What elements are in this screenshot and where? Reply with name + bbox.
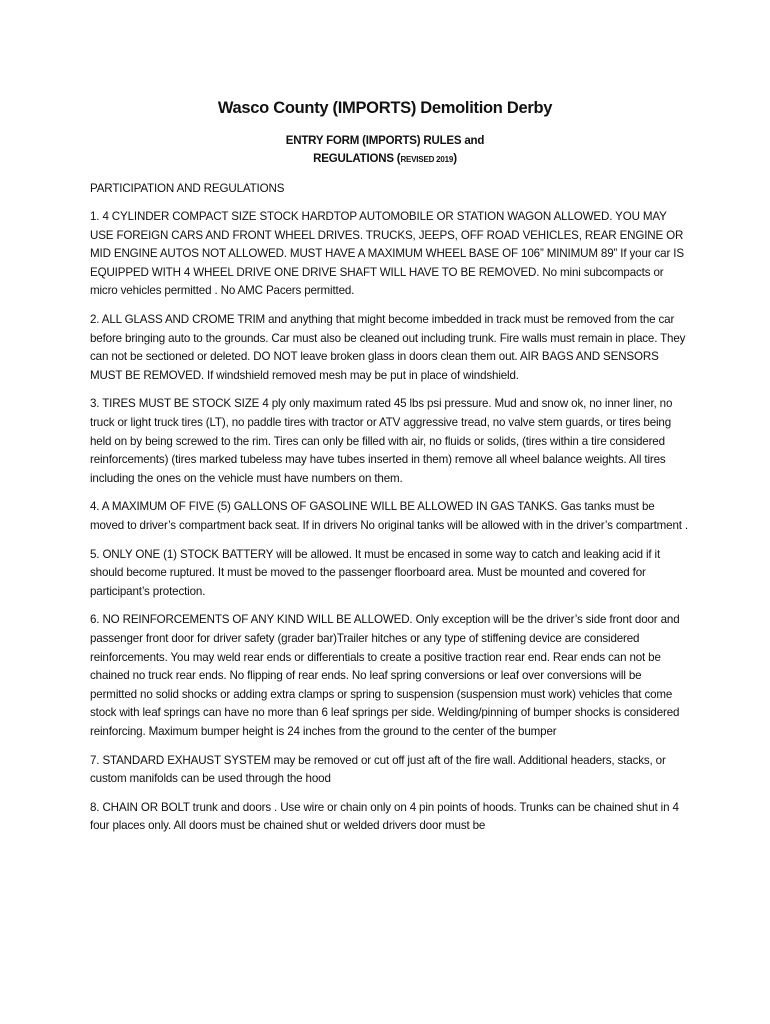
rule-paragraph-8: 8. CHAIN OR BOLT trunk and doors . Use wire or chain only on 4 pin points of hoods. Trunks can be chained shut in 4 four places only. All doors must be chained shut or welded drivers door must be xyxy=(90,800,679,833)
rule-paragraph-2: 2. ALL GLASS AND CROME TRIM and anything that might become imbedded in track must be removed from the car before bringing auto to the grounds. Car must also be cleaned out including trunk. Fire walls must remain in place. They can not be sectioned or deleted. DO NOT leave broken glass in doors clean them out. AIR BAGS AND SENSORS MUST BE REMOVED. If windshield removed mesh may be put in place of windshield. xyxy=(90,313,686,382)
revision-note: REVISED 2019 xyxy=(400,155,454,164)
rule-paragraph-6: 6. NO REINFORCEMENTS OF ANY KIND WILL BE ALLOWED. Only exception will be the driver’s side front door and passenger front door for driver safety (grader bar)Trailer hitches or any type of stiffening device are considered reinforcements. You may weld rear ends or differentials to create a positive traction rear end. Rear ends can not be chained no truck rear ends. No flipping of rear ends. No leaf spring conversions or leaf over conversions will be permitted no solid shocks or adding extra clamps or spring to suspension (suspension must work) vehicles that come stock with leaf springs can have no more than 6 leaf springs per side. Welding/pinning of bumper shocks is considered reinforcing. Maximum bumper height is 24 inches from the ground to the center of the bumper xyxy=(90,613,680,738)
section-heading: PARTICIPATION AND REGULATIONS xyxy=(90,182,285,195)
rule-paragraph-7: 7. STANDARD EXHAUST SYSTEM may be removed or cut off just aft of the fire wall. Additional headers, stacks, or custom manifolds can be used through the hood xyxy=(90,753,666,786)
document-title: Wasco County (IMPORTS) Demolition Derby xyxy=(217,99,553,117)
rule-paragraph-5: 5. ONLY ONE (1) STOCK BATTERY will be allowed. It must be encased in some way to catch and leaking acid if it should become ruptured. It must be moved to the passenger floorboard area. Must be mounted and covered for participant’s protection. xyxy=(90,547,661,598)
subtitle-close: ) xyxy=(453,153,457,165)
document-body xyxy=(90,180,690,846)
subtitle-text: REGULATIONS ( xyxy=(313,153,401,165)
document-subtitle-line1: ENTRY FORM (IMPORTS) RULES and xyxy=(285,135,485,147)
rule-paragraph-4: 4. A MAXIMUM OF FIVE (5) GALLONS OF GASOLINE WILL BE ALLOWED IN GAS TANKS. Gas tanks must be moved to driver’s compartment back seat. If in drivers No original tanks will be allowed with in the driver’s compartment . xyxy=(90,500,688,532)
rule-paragraph-1: 1. 4 CYLINDER COMPACT SIZE STOCK HARDTOP AUTOMOBILE OR STATION WAGON ALLOWED. YOU MAY USE FOREIGN CARS AND FRONT WHEEL DRIVES. TRUCKS, JEEPS, OFF ROAD VEHICLES, REAR ENGINE OR MID ENGINE AUTOS NOT ALLOWED. MUST HAVE A MAXIMUM WHEEL BASE OF 106” MINIMUM 89” If your car IS EQUIPPED WITH 4 WHEEL DRIVE ONE DRIVE SHAFT WILL HAVE TO BE REMOVED. No mini subcompacts or micro vehicles permitted . No AMC Pacers permitted. xyxy=(90,210,684,298)
rule-paragraph-3: 3. TIRES MUST BE STOCK SIZE 4 ply only maximum rated 45 lbs psi pressure. Mud and snow ok, no inner liner, no truck or light truck tires (LT), no paddle tires with tractor or ATV aggressive tread, no valve stem guards, or tires being held on by being screwed to the rim. Tires can only be filled with air, no fluids or solids, (tires within a tire considered reinforcements) (tires marked tubeless may have tubes inserted in them) remove all wheel balance weights. All tires including the ones on the vehicle must have numbers on them. xyxy=(90,397,673,485)
document-subtitle-line2 xyxy=(0,153,770,165)
